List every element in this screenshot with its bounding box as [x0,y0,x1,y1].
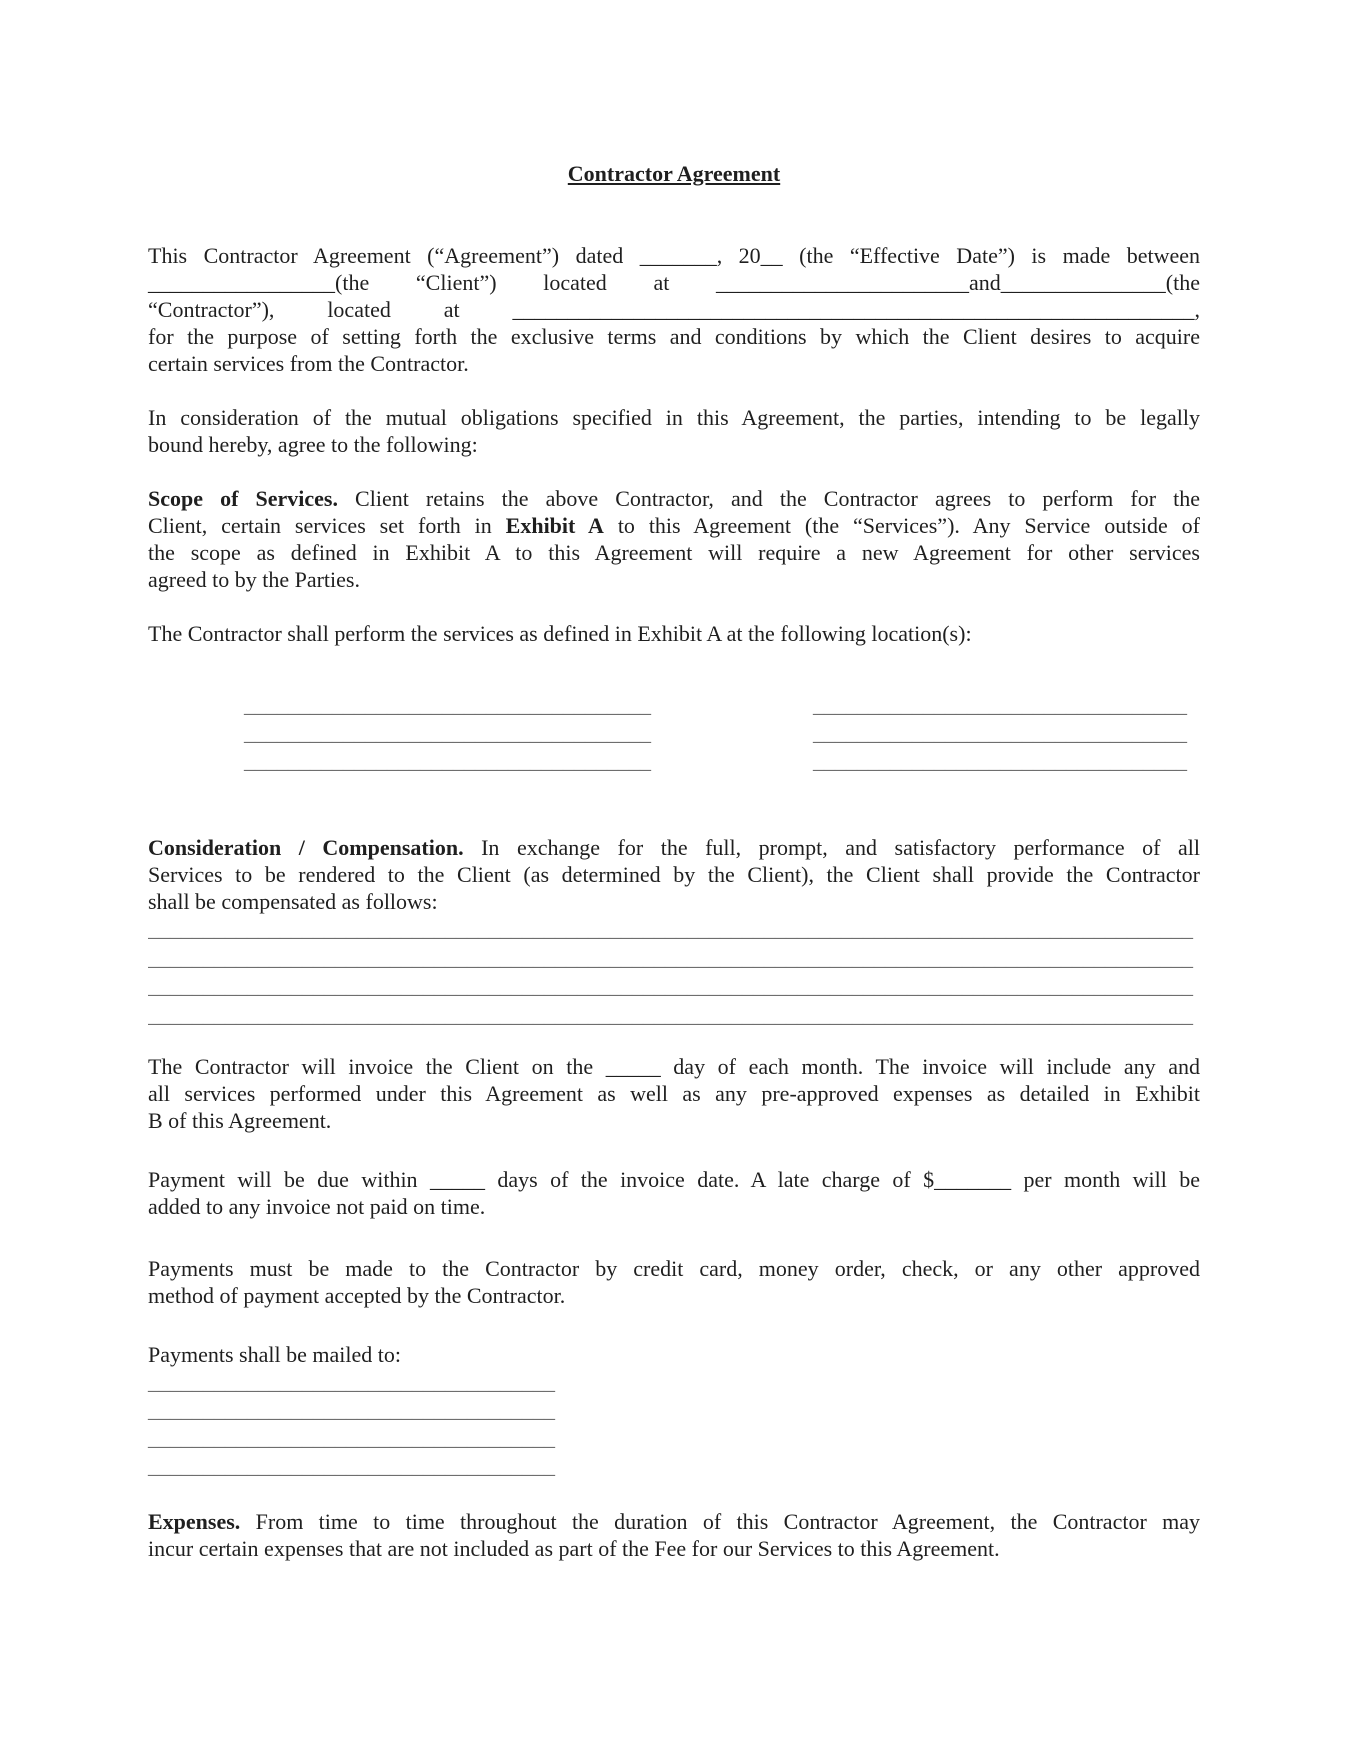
location-blank-row [148,747,1200,775]
scope-line-1 [148,485,1200,512]
mailing-intro-line: Payments shall be mailed to: [148,1342,401,1367]
payment-due-line-1: Payment will be due within _____ days of the invoice date. A late charge of $_______ per month will be [148,1167,1200,1192]
compensation-line-1-text: In exchange for the full, prompt, and satisfactory performance of all [463,835,1200,860]
scope-line-2 [148,512,1200,539]
mailing-blank-line: _____________________________________ [148,1453,555,1478]
exhibit-a-reference: Exhibit A [505,513,604,538]
expenses-line-1-text: From time to time throughout the duration of this Contractor Agreement, the Contractor may [240,1509,1200,1534]
location-blank-right: __________________________________ [813,720,1187,745]
location-blank-left: _____________________________________ [244,720,651,745]
intro-paragraph [148,242,1200,377]
document-title: Contractor Agreement [567,161,781,186]
location-blank-right: __________________________________ [813,692,1187,717]
payment-method-line-1: Payments must be made to the Contractor by credit card, money order, check, or any other approved [148,1256,1200,1281]
location-blank-row [148,691,1200,719]
intro-line-3: “Contractor”), located at ______________________________________________________________, [148,297,1200,322]
location-blank-right: __________________________________ [813,748,1187,773]
consideration-recital-paragraph [148,404,1200,458]
mailing-blank-line: _____________________________________ [148,1369,555,1394]
scope-line-1-text: Client retains the above Contractor, and the Contractor agrees to perform for the [337,486,1200,511]
location-blank-left: _____________________________________ [244,748,651,773]
compensation-line-2: Services to be rendered to the Client (as determined by the Client), the Client shall provide the Contractor [148,862,1200,887]
invoice-line-1: The Contractor will invoice the Client on the _____ day of each month. The invoice will include any and [148,1054,1200,1079]
document-content [148,0,1200,1562]
invoice-line-3: B of this Agreement. [148,1108,332,1133]
compensation-blank-line: _______________________________________________________________________________________________ [148,916,1193,941]
compensation-blank-line: _______________________________________________________________________________________________ [148,944,1193,970]
expenses-line-1 [148,1508,1200,1535]
payment-method-paragraph [148,1255,1200,1309]
mailing-blank-rows [148,1368,1200,1480]
location-blank-row [148,719,1200,747]
scope-heading: Scope of Services. [148,486,338,511]
locations-intro-line: The Contractor shall perform the services as defined in Exhibit A at the following location(s): [148,621,972,646]
payment-method-line-2: method of payment accepted by the Contractor. [148,1283,566,1308]
expenses-heading: Expenses. [148,1509,241,1534]
location-blank-left: _____________________________________ [244,692,651,717]
compensation-blank-rows [148,915,1200,1029]
intro-line-5: certain services from the Contractor. [148,351,469,376]
invoice-line-2: all services performed under this Agreement as well as any pre-approved expenses as detailed in Exhibit [148,1081,1200,1106]
intro-line-1: This Contractor Agreement (“Agreement”) dated _______, 20__ (the “Effective Date”) is made between [148,243,1200,268]
payment-due-line-2: added to any invoice not paid on time. [148,1194,486,1219]
scope-line-2-post: to this Agreement (the “Services”). Any Service outside of [603,513,1200,538]
expenses-paragraph [148,1508,1200,1562]
mailing-blank-line: _____________________________________ [148,1397,555,1422]
mailing-intro-paragraph [148,1341,1200,1368]
intro-line-4: for the purpose of setting forth the exclusive terms and conditions by which the Client desires to acquire [148,324,1200,349]
scope-paragraph [148,485,1200,593]
scope-line-4: agreed to by the Parties. [148,567,360,592]
recital-line-1: In consideration of the mutual obligations specified in this Agreement, the parties, intending to be legally [148,405,1200,430]
locations-intro-paragraph [148,620,1200,647]
recital-line-2: bound hereby, agree to the following: [148,432,478,457]
compensation-line-3: shall be compensated as follows: [148,889,438,914]
scope-line-3: the scope as defined in Exhibit A to this Agreement will require a new Agreement for other services [148,540,1200,565]
scope-line-2-pre: Client, certain services set forth in [148,513,506,538]
compensation-line-1 [148,834,1200,861]
compensation-heading: Consideration / Compensation. [148,835,464,860]
payment-due-paragraph [148,1166,1200,1220]
expenses-line-2: incur certain expenses that are not included as part of the Fee for our Services to this Agreement. [148,1536,1000,1561]
intro-line-2: _________________(the “Client”) located at _______________________and_______________(the [148,270,1200,295]
location-blank-rows [148,691,1200,775]
invoice-paragraph [148,1053,1200,1134]
compensation-blank-line: _______________________________________________________________________________________________ [148,973,1193,998]
mailing-blank-line: _____________________________________ [148,1425,555,1450]
compensation-blank-line: _______________________________________________________________________________________________ [148,1001,1193,1027]
compensation-paragraph [148,834,1200,915]
